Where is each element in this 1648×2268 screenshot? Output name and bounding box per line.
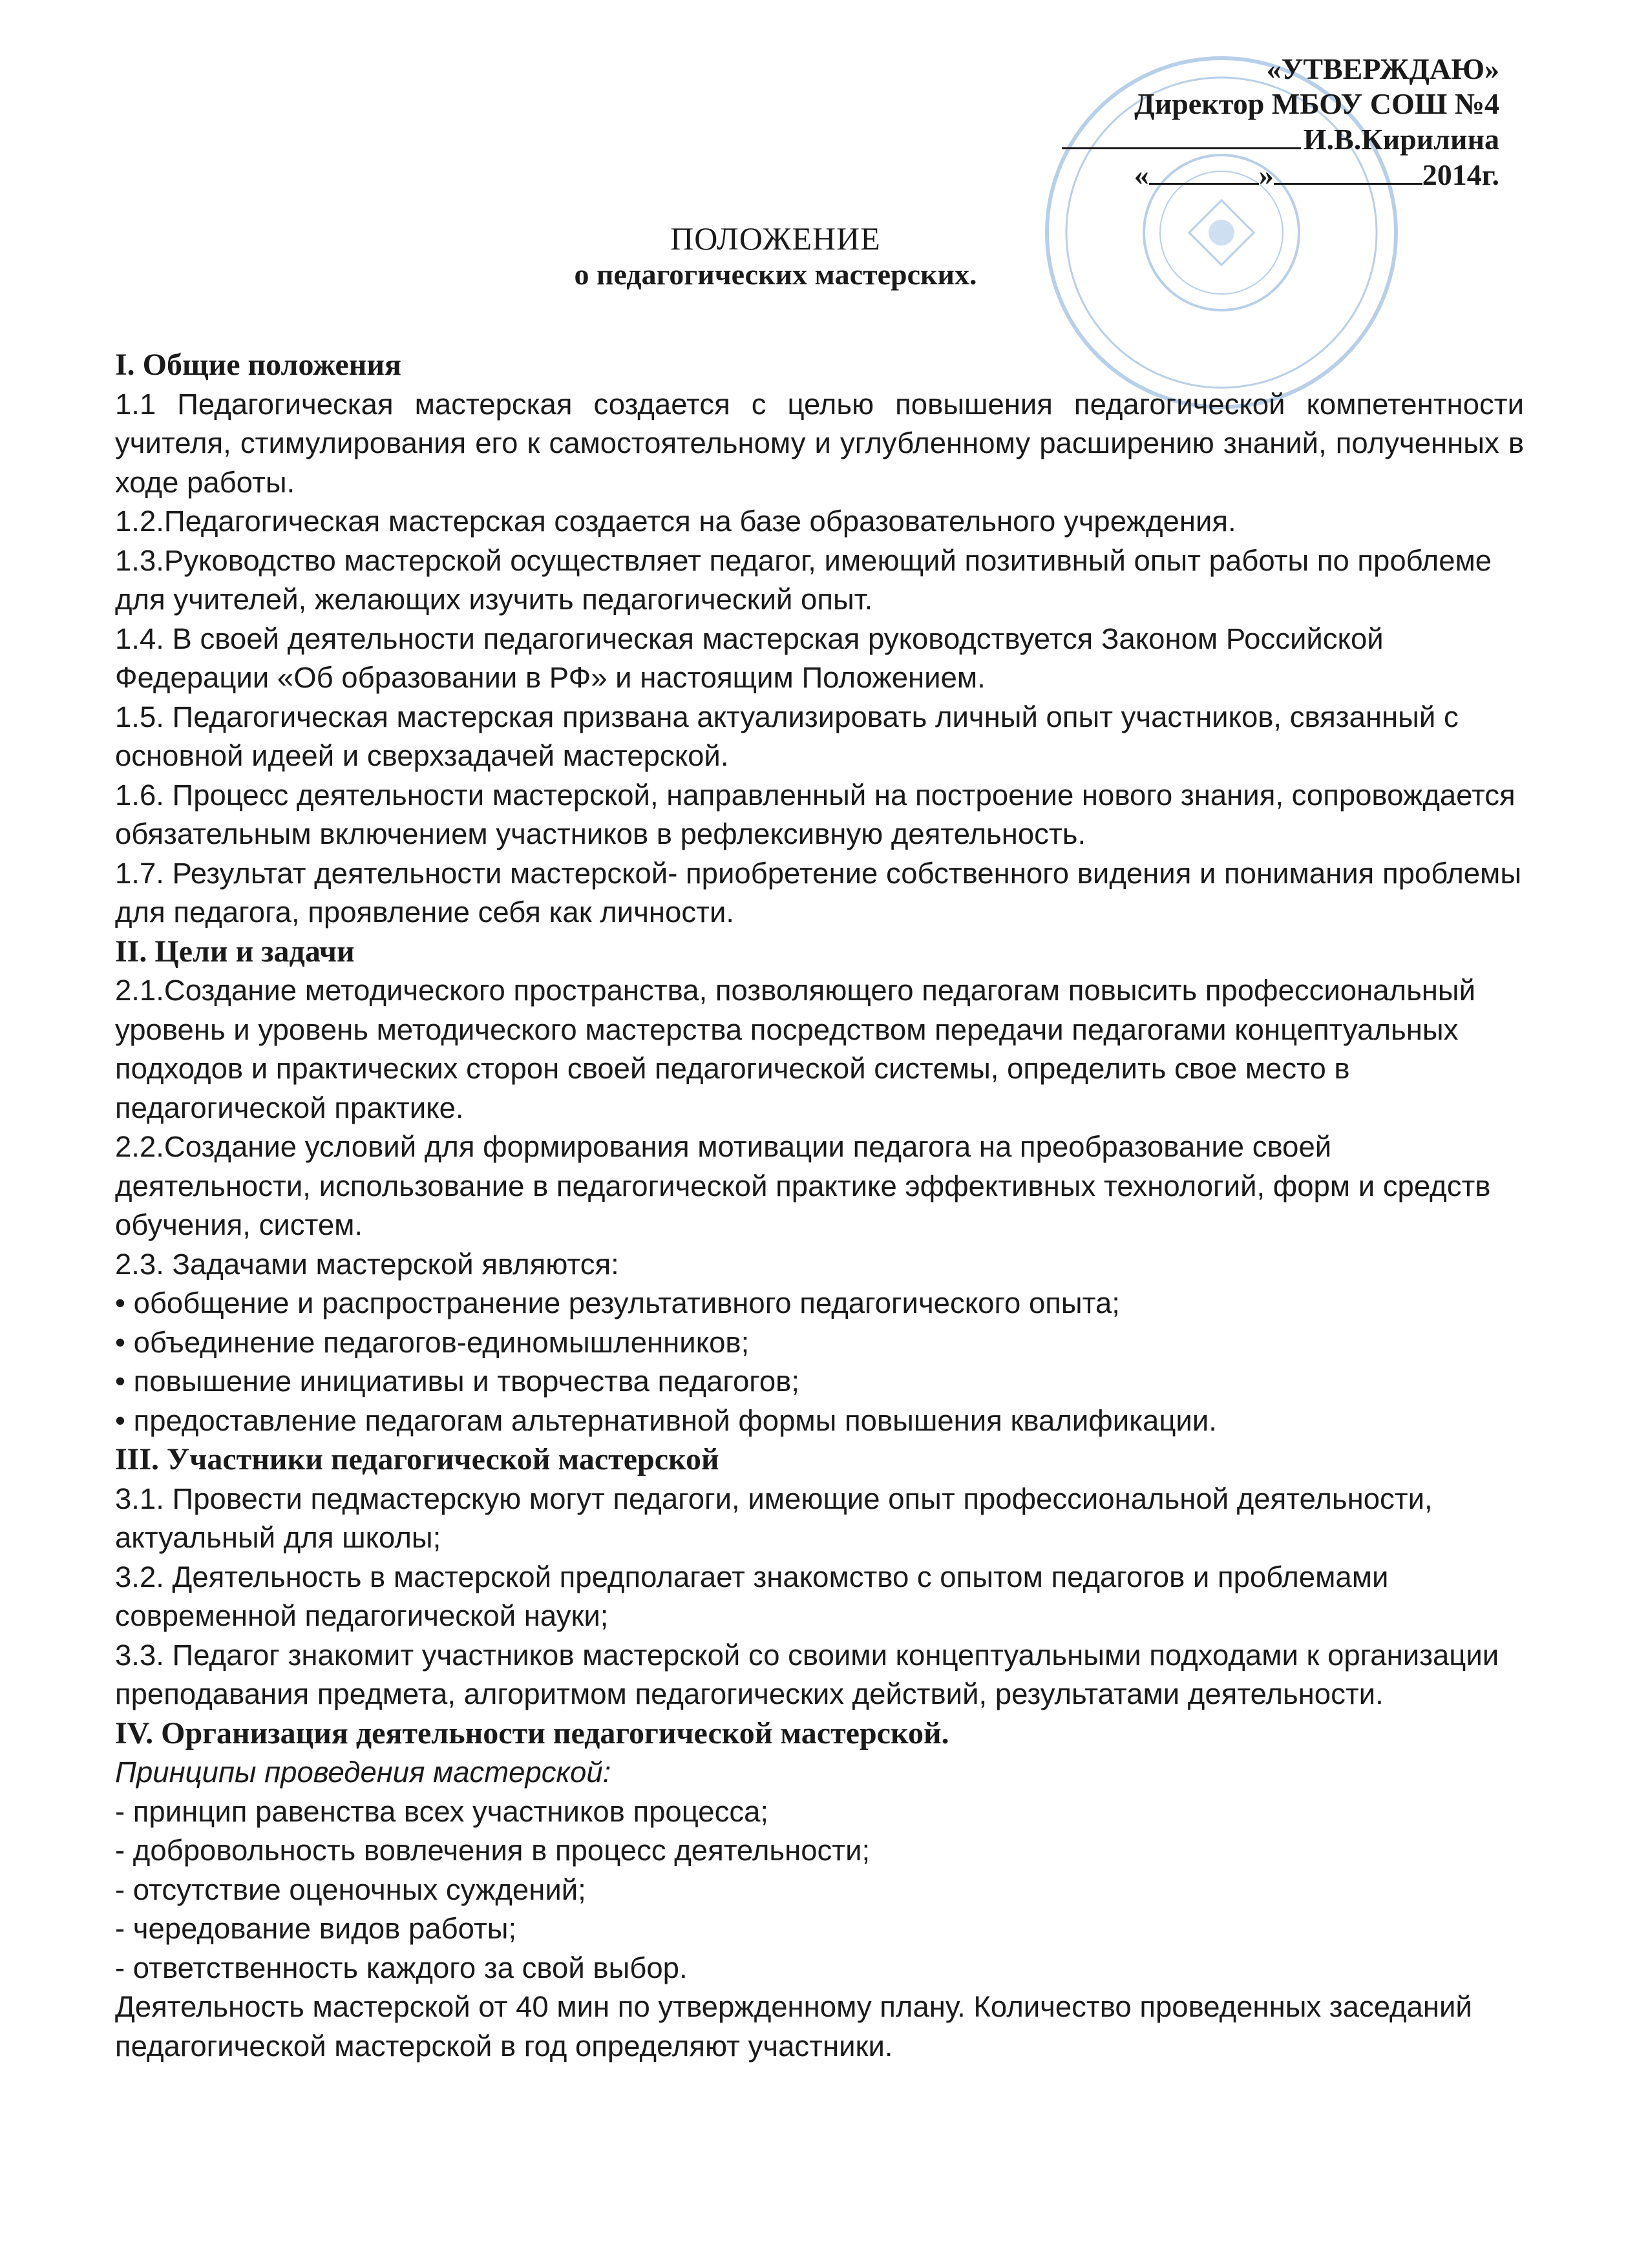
date-open-quote: « (1134, 158, 1149, 191)
paragraph-2-3: 2.3. Задачами мастерской являются: (115, 1247, 619, 1281)
page-subtitle: о педагогических мастерских. (574, 258, 977, 291)
paragraph-3-2: 3.2. Деятельность в мастерской предполагает знакомство с опытом педагогов и проблемами современной педагогической науки; (115, 1560, 1389, 1632)
date-close-quote: » (1258, 158, 1274, 191)
document-body (115, 346, 1524, 2066)
paragraph-1-7: 1.7. Результат деятельности мастерской- приобретение собственного видения и понимания проблемы для педагога, проявление себя как личности. (115, 856, 1522, 929)
list-item: • предоставление педагогам альтернативной формы повышения квалификации. (115, 1403, 1217, 1437)
approval-block (1062, 52, 1499, 193)
approval-year: 2014г. (1422, 158, 1499, 191)
list-item: - добровольность вовлечения в процесс деятельности; (115, 1834, 871, 1867)
list-item: - принцип равенства всех участников процесса; (115, 1794, 769, 1828)
paragraph-1-2: 1.2.Педагогическая мастерская создается на базе образовательного учреждения. (115, 505, 1236, 538)
section-2-heading: II. Цели и задачи (115, 934, 355, 969)
approval-signer: И.В.Кирилина (1303, 123, 1499, 156)
list-item: - отсутствие оценочных суждений; (115, 1873, 586, 1906)
page-title: ПОЛОЖЕНИЕ (670, 220, 881, 257)
paragraph-3-3: 3.3. Педагог знакомит участников мастерской со своими концептуальными подходами к организации преподавания предмета, алгоритмом педагогических действий, результатами деятельности. (115, 1638, 1499, 1710)
paragraph-2-1: 2.1.Создание методического пространства, позволяющего педагогам повысить профессиональный уровень и уровень методического мастерства посредством передачи педагогами концептуальных подходов и практических сторон своей педагогической системы, определить свое место в педагогической практике. (115, 974, 1476, 1124)
list-item: - ответственность каждого за свой выбор. (115, 1951, 688, 1984)
list-item: • объединение педагогов-единомышленников; (115, 1325, 750, 1359)
approval-signature-line (1062, 121, 1499, 157)
list-item: • обобщение и распространение результативного педагогического опыта; (115, 1286, 1120, 1319)
paragraph-1-4: 1.4. В своей деятельности педагогическая мастерская руководствуется Законом Российской Федерации «Об образовании в РФ» и настоящим Положением. (115, 622, 1384, 694)
list-item: • повышение инициативы и творчества педагогов; (115, 1365, 799, 1398)
date-day-blank (1149, 157, 1259, 185)
section-3-heading: III. Участники педагогической мастерской (115, 1442, 719, 1476)
paragraph-1-5: 1.5. Педагогическая мастерская призвана актуализировать личный опыт участников, связанный с основной идеей и сверхзадачей мастерской. (115, 700, 1459, 772)
paragraph-1-1: 1.1 Педагогическая мастерская создается с целью повышения педагогической компетентности учителя, стимулирования его к самостоятельному и углубленному расширению знаний, полученных в ходе работы. (115, 387, 1524, 499)
signature-blank (1062, 121, 1301, 149)
section-4-heading: IV. Организация деятельности педагогической мастерской. (115, 1716, 949, 1750)
approval-date-line (1062, 157, 1499, 193)
approval-position: Директор МБОУ СОШ №4 (1134, 87, 1499, 120)
title-block (0, 220, 1551, 292)
paragraph-1-6: 1.6. Процесс деятельности мастерской, направленный на построение нового знания, сопровождается обязательным включением участников в рефлексивную деятельность. (115, 778, 1516, 850)
paragraph-3-1: 3.1. Провести педмастерскую могут педагоги, имеющие опыт профессиональной деятельности, актуальный для школы; (115, 1482, 1433, 1554)
paragraph-4-final: Деятельность мастерской от 40 мин по утвержденному плану. Количество проведенных заседаний педагогической мастерской в год определяют участники. (115, 1990, 1472, 2063)
approval-heading: «УТВЕРЖДАЮ» (1266, 52, 1499, 85)
date-month-blank (1274, 157, 1422, 185)
principles-title: Принципы проведения мастерской: (115, 1756, 611, 1789)
section-1-heading: I. Общие положения (115, 348, 402, 382)
paragraph-2-2: 2.2.Создание условий для формирования мотивации педагога на преобразование своей деятельности, использование в педагогической практике эффективных технологий, форм и средств обучения, систем. (115, 1130, 1491, 1241)
list-item: - чередование видов работы; (115, 1912, 517, 1945)
paragraph-1-3: 1.3.Руководство мастерской осуществляет педагог, имеющий позитивный опыт работы по проблеме для учителей, желающих изучить педагогический опыт. (115, 543, 1492, 616)
